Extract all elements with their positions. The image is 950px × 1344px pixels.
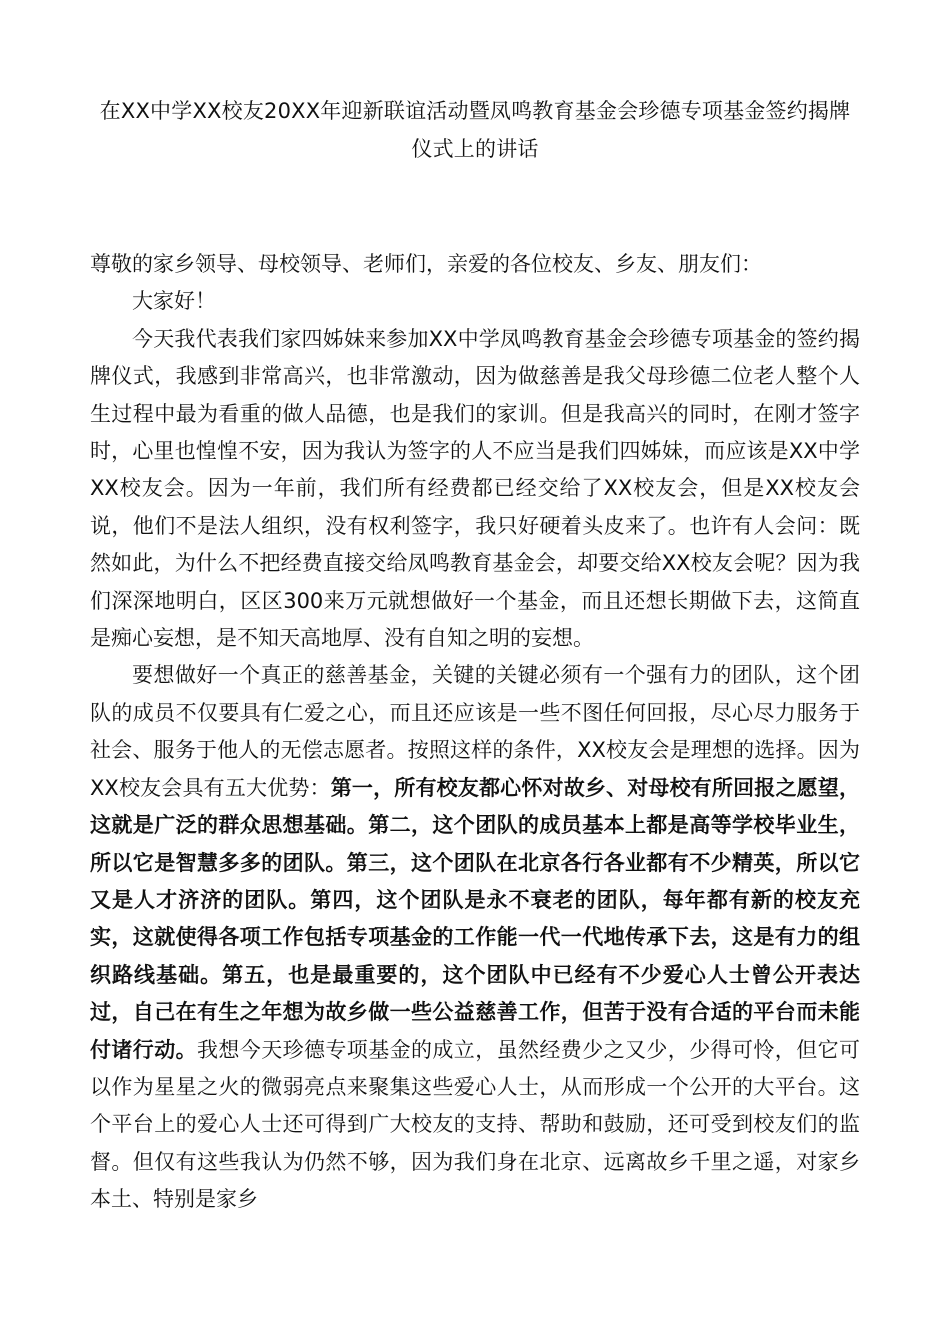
paragraph-2-intro: 要想做好一个真正的慈善基金，关键的关键必须有一个强有力的团队，这个团队的成员不仅要具有仁爱之心，而且还应该是一些不图任何回报，尽心尽力服务于社会、服务于他人的无偿志愿者。按照这样的条件，XX校友会是理想的选择。因为XX校友会具有五大优势： [90,663,860,800]
document-title: 在XX中学XX校友20XX年迎新联谊活动暨凤鸣教育基金会珍德专项基金签约揭牌仪式上的讲话 [99,99,851,161]
paragraph-2-rest: 我想今天珍德专项基金的成立，虽然经费少之又少，少得可怜，但它可以作为星星之火的微弱亮点来聚集这些爱心人士，从而形成一个公开的大平台。这个平台上的爱心人士还可得到广大校友的支持、帮助和鼓励，还可受到校友们的监督。但仅有这些我认为仍然不够，因为我们身在北京、远离故乡千里之遥，对家乡本土、特别是家乡 [90,1037,860,1212]
salutation: 尊敬的家乡领导、母校领导、老师们，亲爱的各位校友、乡友、朋友们： [90,252,762,276]
paragraph-1: 今天我代表我们家四姊妹来参加XX中学凤鸣教育基金会珍德专项基金的签约揭牌仪式，我感到非常高兴，也非常激动，因为做慈善是我父母珍德二位老人整个人生过程中最为看重的做人品德，也是我们的家训。但是我高兴的同时，在刚才签字时，心里也惶惶不安，因为我认为签字的人不应当是我们四姊妹，而应该是XX中学XX校友会。因为一年前，我们所有经费都已经交给了XX校友会，但是XX校友会说，他们不是法人组织，没有权利签字，我只好硬着头皮来了。也许有人会问：既然如此，为什么不把经费直接交给凤鸣教育基金会，却要交给XX校友会呢？因为我们深深地明白，区区300来万元就想做好一个基金，而且还想长期做下去，这简直是痴心妄想，是不知天高地厚、没有自知之明的妄想。 [90,326,860,651]
document-page [90,92,860,1219]
paragraph-2-bold-advantages: 第一，所有校友都心怀对故乡、对母校有所回报之愿望，这就是广泛的群众思想基础。第二，这个团队的成员基本上都是高等学校毕业生，所以它是智慧多多的团队。第三，这个团队在北京各行各业都有不少精英，所以它又是人才济济的团队。第四，这个团队是永不衰老的团队，每年都有新的校友充实，这就使得各项工作包括专项基金的工作能一代一代地传承下去，这是有力的组织路线基础。第五，也是最重要的，这个团队中已经有不少爱心人士曾公开表达过，自己在有生之年想为故乡做一些公益慈善工作，但苦于没有合适的平台而未能付诸行动。 [90,775,860,1062]
greeting: 大家好！ [132,289,216,314]
paragraph-2 [90,657,860,1218]
